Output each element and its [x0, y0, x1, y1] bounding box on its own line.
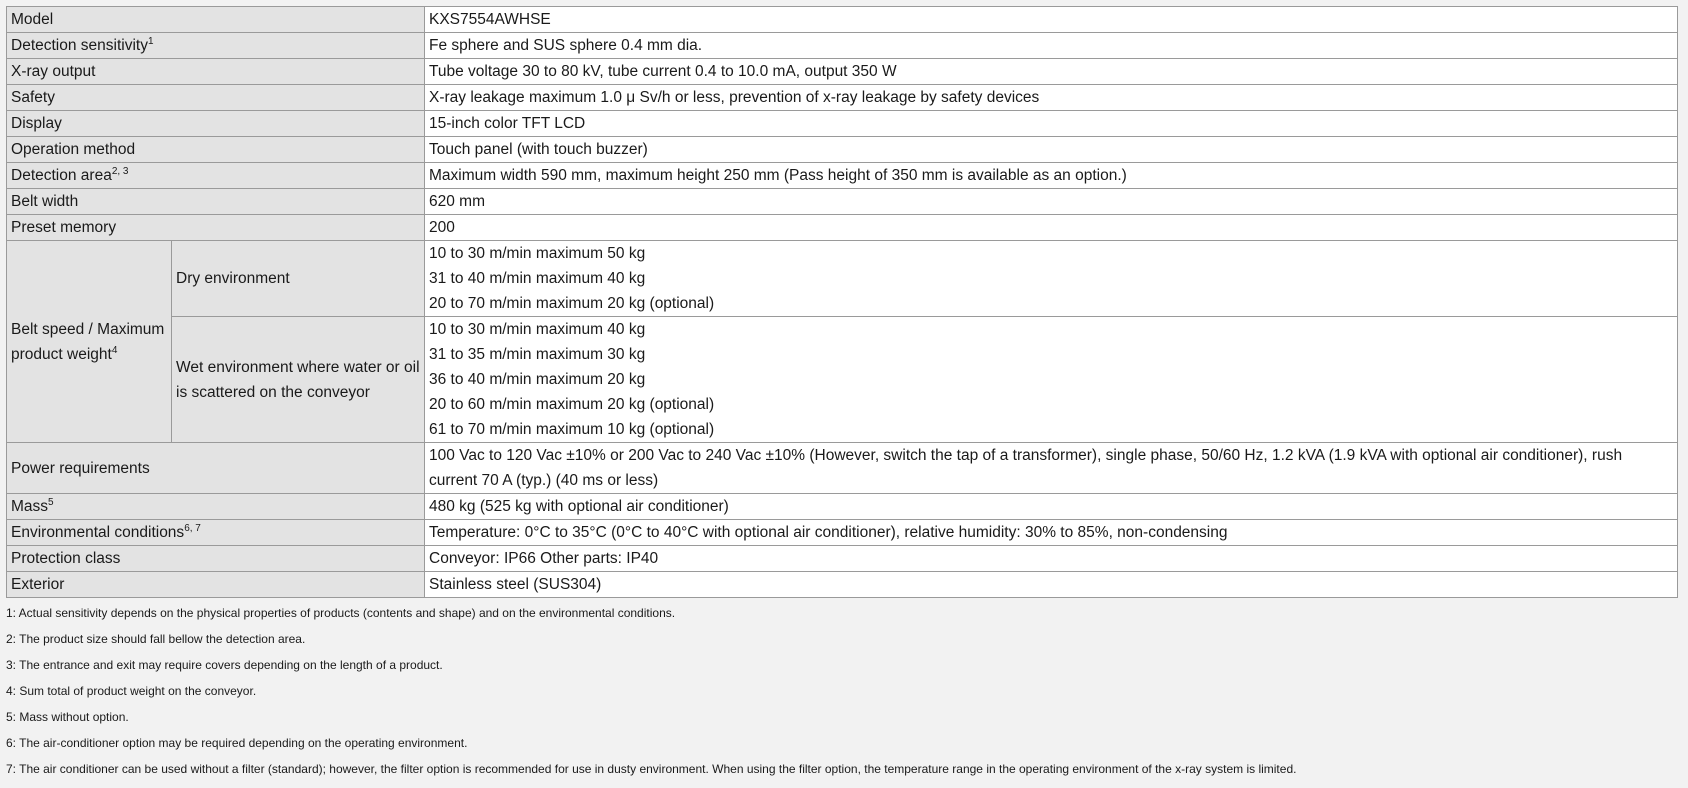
row-label: Environmental conditions$^{6, 7}$ [7, 520, 425, 546]
list-item: 61 to 70 m/min maximum 10 kg (optional) [429, 421, 715, 438]
row-value: Tube voltage 30 to 80 kV, tube current 0.4 to 10.0 mA, output 350 W [425, 59, 1678, 85]
row-label: Exterior [7, 572, 425, 598]
list-item: 20 to 60 m/min maximum 20 kg (optional) [429, 396, 715, 413]
row-label: Display [7, 111, 425, 137]
table-row [7, 85, 1678, 111]
list-item: 20 to 70 m/min maximum 20 kg (optional) [429, 295, 715, 312]
wet-environment-label: Wet environment where water or oil is scattered on the conveyor [172, 317, 425, 443]
table-row [7, 520, 1678, 546]
table-row [7, 241, 1678, 317]
row-value: Temperature: 0°C to 35°C (0°C to 40°C with optional air conditioner), relative humidity: 30% to 85%, non-condensing [425, 520, 1678, 546]
table-row [7, 494, 1678, 520]
table-row [7, 33, 1678, 59]
row-label: Preset memory [7, 215, 425, 241]
table-row [7, 572, 1678, 598]
row-label: Detection sensitivity$^1$ [7, 33, 425, 59]
table-row [7, 189, 1678, 215]
list-item: 31 to 35 m/min maximum 30 kg [429, 346, 646, 363]
row-label: Operation method [7, 137, 425, 163]
row-value: Touch panel (with touch buzzer) [425, 137, 1678, 163]
list-item: 10 to 30 m/min maximum 50 kg [429, 245, 646, 262]
spec-table [6, 6, 1678, 598]
footnote-ref: 1 [147, 36, 154, 47]
footnote: 7: The air conditioner can be used without a filter (standard); however, the filter option is recommended for use in dusty environment. When using the filter option, the temperature range in the operating environment of the x-ray system is limited. [6, 762, 1297, 776]
table-row [7, 317, 1678, 443]
row-label: Mass$^5$ [7, 494, 425, 520]
row-label: Safety [7, 85, 425, 111]
row-value: Maximum width 590 mm, maximum height 250 mm (Pass height of 350 mm is available as an option.) [425, 163, 1678, 189]
table-row [7, 59, 1678, 85]
list-item: 31 to 40 m/min maximum 40 kg [429, 270, 646, 287]
row-label: Belt width [7, 189, 425, 215]
list-item: 36 to 40 m/min maximum 20 kg [429, 371, 646, 388]
row-value: KXS7554AWHSE [425, 7, 1678, 33]
row-label: Power requirements [7, 443, 425, 494]
table-row [7, 546, 1678, 572]
table-row [7, 7, 1678, 33]
row-value: Conveyor: IP66 Other parts: IP40 [425, 546, 1678, 572]
belt-speed-label: Belt speed / Maximum product weight$^4$ [7, 241, 172, 443]
footnote-ref: 5 [48, 497, 54, 508]
footnote: 5: Mass without option. [6, 710, 129, 724]
table-row [7, 215, 1678, 241]
footnotes [6, 600, 1678, 782]
footnote: 2: The product size should fall bellow the detection area. [6, 632, 306, 646]
footnote: 3: The entrance and exit may require covers depending on the length of a product. [6, 658, 443, 672]
footnote: 6: The air-conditioner option may be required depending on the operating environment. [6, 736, 468, 750]
dry-environment-label: Dry environment [172, 241, 425, 317]
row-value: X-ray leakage maximum 1.0 μ Sv/h or less, prevention of x-ray leakage by safety devices [425, 85, 1678, 111]
footnote-ref: 4 [111, 344, 118, 356]
table-row [7, 137, 1678, 163]
table-row [7, 111, 1678, 137]
row-value: 200 [425, 215, 1678, 241]
footnote-ref: 6, 7 [184, 523, 201, 534]
dry-environment-values [425, 241, 1678, 317]
footnote: 4: Sum total of product weight on the conveyor. [6, 684, 257, 698]
table-row [7, 163, 1678, 189]
row-value: Stainless steel (SUS304) [425, 572, 1678, 598]
wet-environment-values [425, 317, 1678, 443]
row-label: Model [7, 7, 425, 33]
list-item: 10 to 30 m/min maximum 40 kg [429, 321, 646, 338]
row-label: X-ray output [7, 59, 425, 85]
table-row [7, 443, 1678, 494]
row-label: Protection class [7, 546, 425, 572]
footnote: 1: Actual sensitivity depends on the physical properties of products (contents and shape) and on the environmental conditions. [6, 606, 676, 620]
row-value: 480 kg (525 kg with optional air conditioner) [425, 494, 1678, 520]
row-value: Fe sphere and SUS sphere 0.4 mm dia. [425, 33, 1678, 59]
row-value: 15-inch color TFT LCD [425, 111, 1678, 137]
footnote-ref: 2, 3 [111, 166, 129, 177]
row-value: 620 mm [425, 189, 1678, 215]
row-value: 100 Vac to 120 Vac ±10% or 200 Vac to 240 Vac ±10% (However, switch the tap of a transformer), single phase, 50/60 Hz, 1.2 kVA (1.9 kVA with optional air conditioner), rush current 70 A (typ.) (40 ms or less) [425, 443, 1678, 494]
row-label: Detection area$^{2, 3}$ [7, 163, 425, 189]
